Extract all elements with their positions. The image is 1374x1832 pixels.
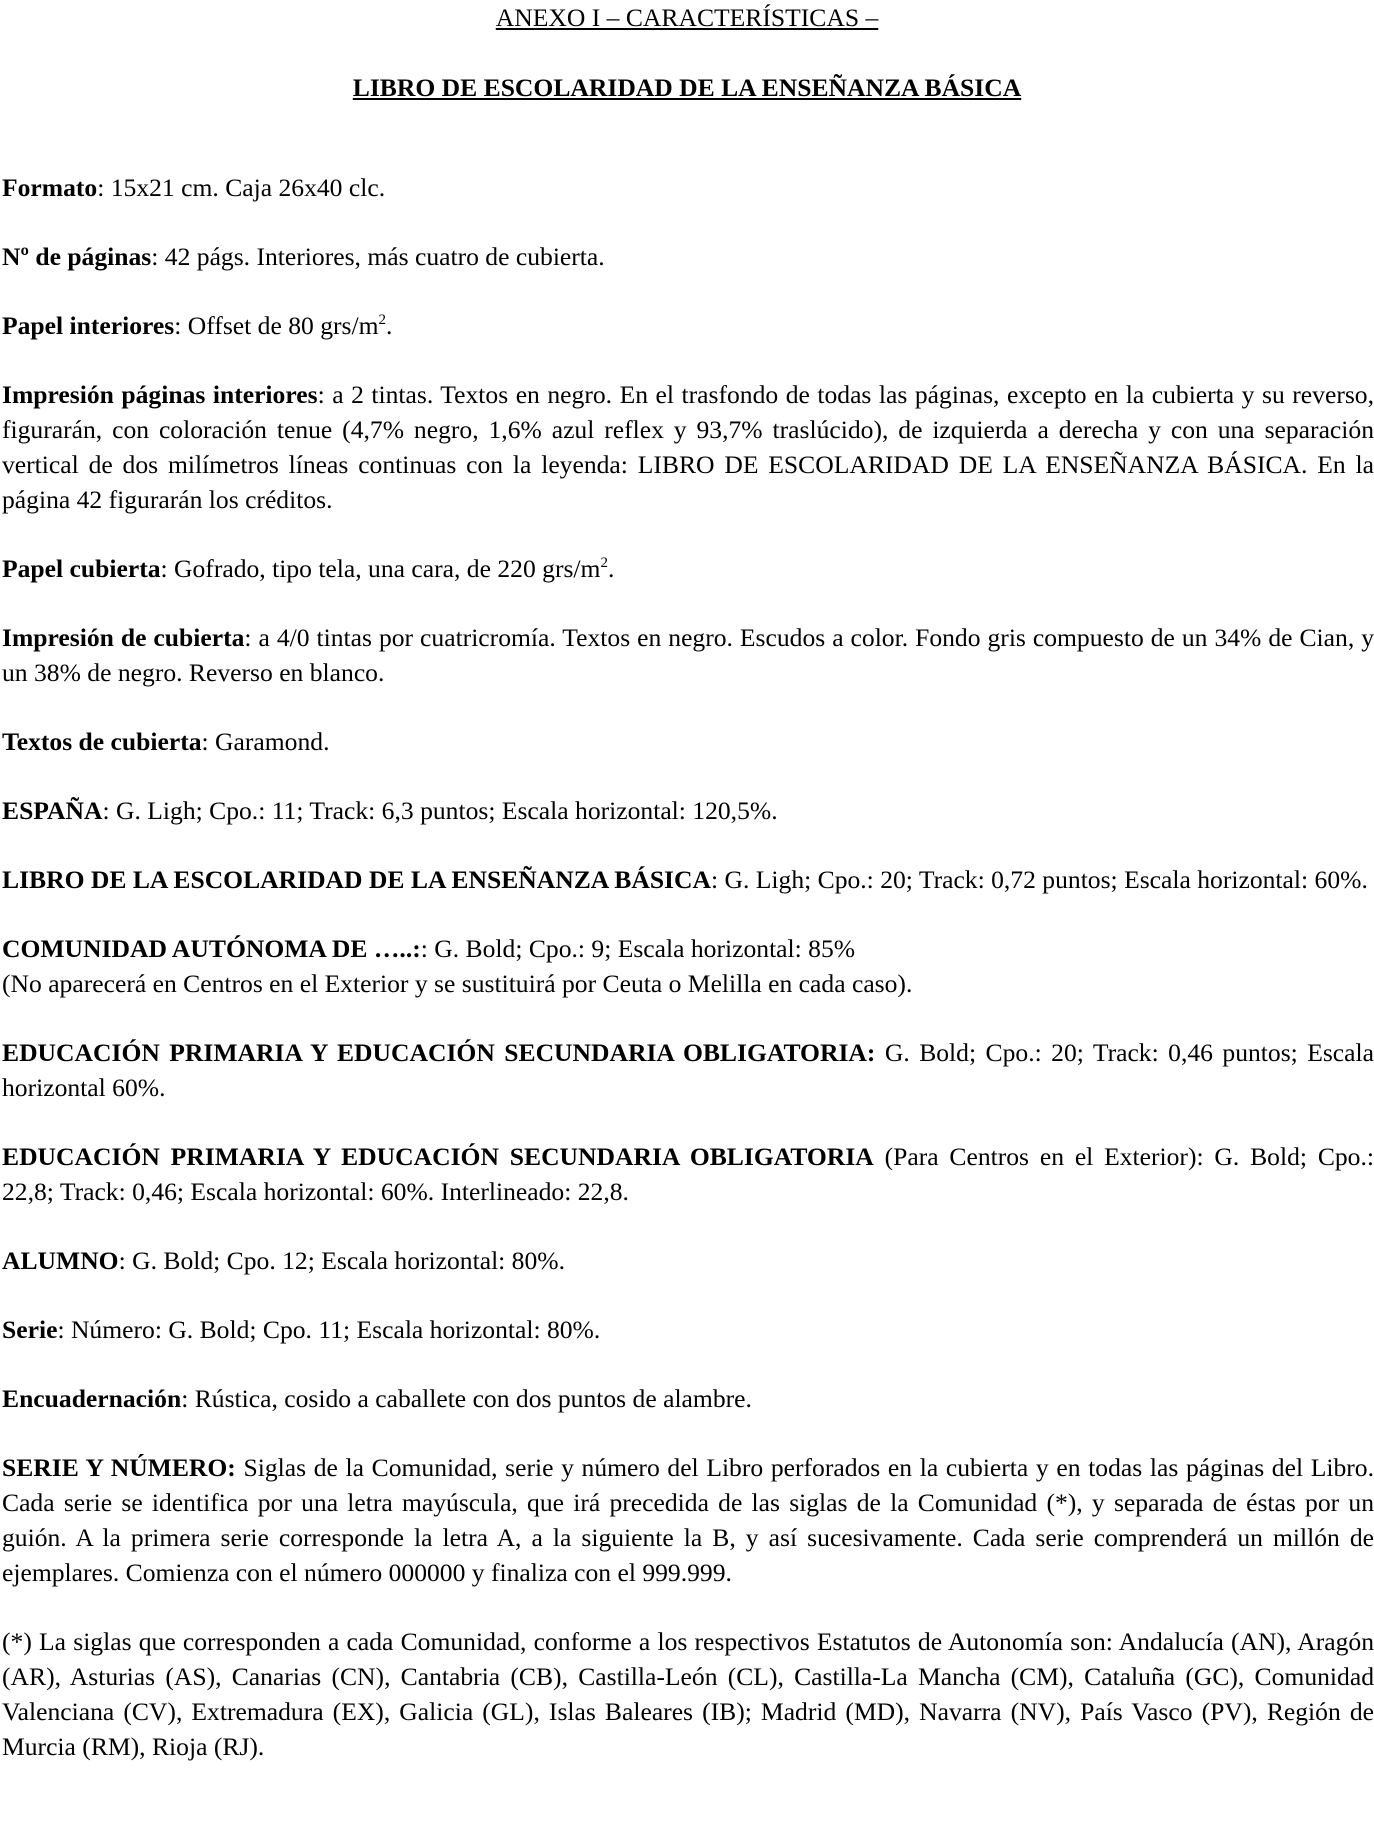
spec-value: : 15x21 cm. Caja 26x40 clc.	[97, 173, 386, 202]
spec-label: Impresión de cubierta	[2, 623, 245, 652]
spec-alumno	[2, 1243, 1374, 1278]
spec-textos-cubierta	[2, 724, 1374, 759]
spec-papel-interiores	[2, 308, 1374, 343]
spec-value: : Garamond.	[201, 727, 330, 756]
spec-label: Textos de cubierta	[2, 727, 202, 756]
spec-value: : a 2 tintas. Textos en negro. En el trasfondo de todas las páginas, excepto en la cubierta y su reverso, figurarán, con coloración tenue (4,7% negro, 1,6% azul reflex y 93,7% traslúcido), de izquierda a derecha y con una separación vertical de dos milímetros líneas continuas con la leyenda: LIBRO DE ESCOLARIDAD DE LA ENSEÑANZA BÁSICA. En la página 42 figurarán los créditos.	[2, 380, 1374, 514]
spec-siglas-note	[2, 1624, 1374, 1764]
spec-serie-numero	[2, 1450, 1374, 1590]
spec-encuadernacion	[2, 1381, 1374, 1416]
spec-educacion-2	[2, 1139, 1374, 1209]
spec-note: (No aparecerá en Centros en el Exterior y se sustituirá por Ceuta o Melilla en cada caso).	[2, 969, 913, 998]
spec-educacion-1	[2, 1035, 1374, 1105]
spec-label: EDUCACIÓN PRIMARIA Y EDUCACIÓN SECUNDARIA OBLIGATORIA	[2, 1142, 874, 1171]
spec-label: Serie	[2, 1315, 58, 1344]
spec-papel-cubierta	[2, 551, 1374, 586]
spec-value: : G. Bold; Cpo.: 9; Escala horizontal: 85%	[420, 934, 856, 963]
book-title: LIBRO DE ESCOLARIDAD DE LA ENSEÑANZA BÁSICA	[352, 73, 1022, 102]
spec-espana	[2, 793, 1374, 828]
spec-value: : G. Bold; Cpo. 12; Escala horizontal: 80%.	[118, 1246, 565, 1275]
spec-value: Siglas de la Comunidad, serie y número del Libro perforados en la cubierta y en todas las páginas del Libro. Cada serie se identifica por una letra mayúscula, que irá precedida de las siglas de la Comunidad (*), y separada de éstas por un guión. A la primera serie corresponde la letra A, a la siguiente la B, y así sucesivamente. Cada serie comprenderá un millón de ejemplares. Comienza con el número 000000 y finaliza con el 999.999.	[2, 1453, 1374, 1587]
spec-value: (Para Centros en el Exterior): G. Bold; Cpo.: 22,8; Track: 0,46; Escala horizontal: 60%. Interlineado: 22,8.	[2, 1142, 1374, 1206]
spec-note: (*) La siglas que corresponden a cada Comunidad, conforme a los respectivos Estatutos de Autonomía son: Andalucía (AN), Aragón (AR), Asturias (AS), Canarias (CN), Cantabria (CB), Castilla-León (CL), Castilla-La Mancha (CM), Cataluña (GC), Comunidad Valenciana (CV), Extremadura (EX), Galicia (GL), Islas Baleares (IB); Madrid (MD), Navarra (NV), País Vasco (PV), Región de Murcia (RM), Rioja (RJ).	[2, 1627, 1374, 1761]
spec-value: : Offset de 80 grs/m	[174, 311, 379, 340]
spec-value: : 42 págs. Interiores, más cuatro de cubierta.	[151, 242, 605, 271]
spec-formato	[2, 170, 1374, 205]
spec-comunidad	[2, 931, 1374, 1001]
spec-label: Nº de páginas	[2, 242, 152, 271]
spec-label: COMUNIDAD AUTÓNOMA DE …..:	[2, 934, 421, 963]
spec-impresion-interiores	[2, 377, 1374, 517]
spec-libro	[2, 862, 1374, 897]
spec-value: : Gofrado, tipo tela, una cara, de 220 grs/m	[160, 554, 601, 583]
spec-value: : Rústica, cosido a caballete con dos puntos de alambre.	[181, 1384, 752, 1413]
spec-label: Encuadernación	[2, 1384, 182, 1413]
spec-value: : G. Ligh; Cpo.: 11; Track: 6,3 puntos; Escala horizontal: 120,5%.	[102, 796, 778, 825]
spec-label: EDUCACIÓN PRIMARIA Y EDUCACIÓN SECUNDARIA OBLIGATORIA:	[2, 1038, 876, 1067]
spec-label: Formato	[2, 173, 98, 202]
spec-impresion-cubierta	[2, 620, 1374, 690]
spec-label: Impresión páginas interiores	[2, 380, 318, 409]
spec-label: LIBRO DE LA ESCOLARIDAD DE LA ENSEÑANZA BÁSICA	[2, 865, 711, 894]
spec-serie	[2, 1312, 1374, 1347]
superscript: 2	[378, 312, 387, 328]
spec-value: : Número: G. Bold; Cpo. 11; Escala horizontal: 80%.	[57, 1315, 601, 1344]
spec-label: SERIE Y NÚMERO:	[2, 1453, 236, 1482]
spec-value: G. Bold; Cpo.: 20; Track: 0,46 puntos; Escala horizontal 60%.	[2, 1038, 1374, 1102]
spec-label: ALUMNO	[2, 1246, 119, 1275]
superscript: 2	[600, 555, 608, 571]
spec-value: : G. Ligh; Cpo.: 20; Track: 0,72 puntos; Escala horizontal: 60%.	[710, 865, 1368, 894]
spec-label: Papel interiores	[2, 311, 175, 340]
spec-label: Papel cubierta	[2, 554, 161, 583]
spec-end: .	[607, 554, 615, 583]
spec-paginas	[2, 239, 1374, 274]
spec-value: : a 4/0 tintas por cuatricromía. Textos en negro. Escudos a color. Fondo gris compuesto de un 34% de Cian, y un 38% de negro. Reverso en blanco.	[2, 623, 1374, 687]
annex-title: ANEXO I – CARACTERÍSTICAS –	[495, 3, 879, 32]
spec-label: ESPAÑA	[2, 796, 103, 825]
specs-body	[2, 170, 1374, 1798]
spec-end: .	[386, 311, 393, 340]
